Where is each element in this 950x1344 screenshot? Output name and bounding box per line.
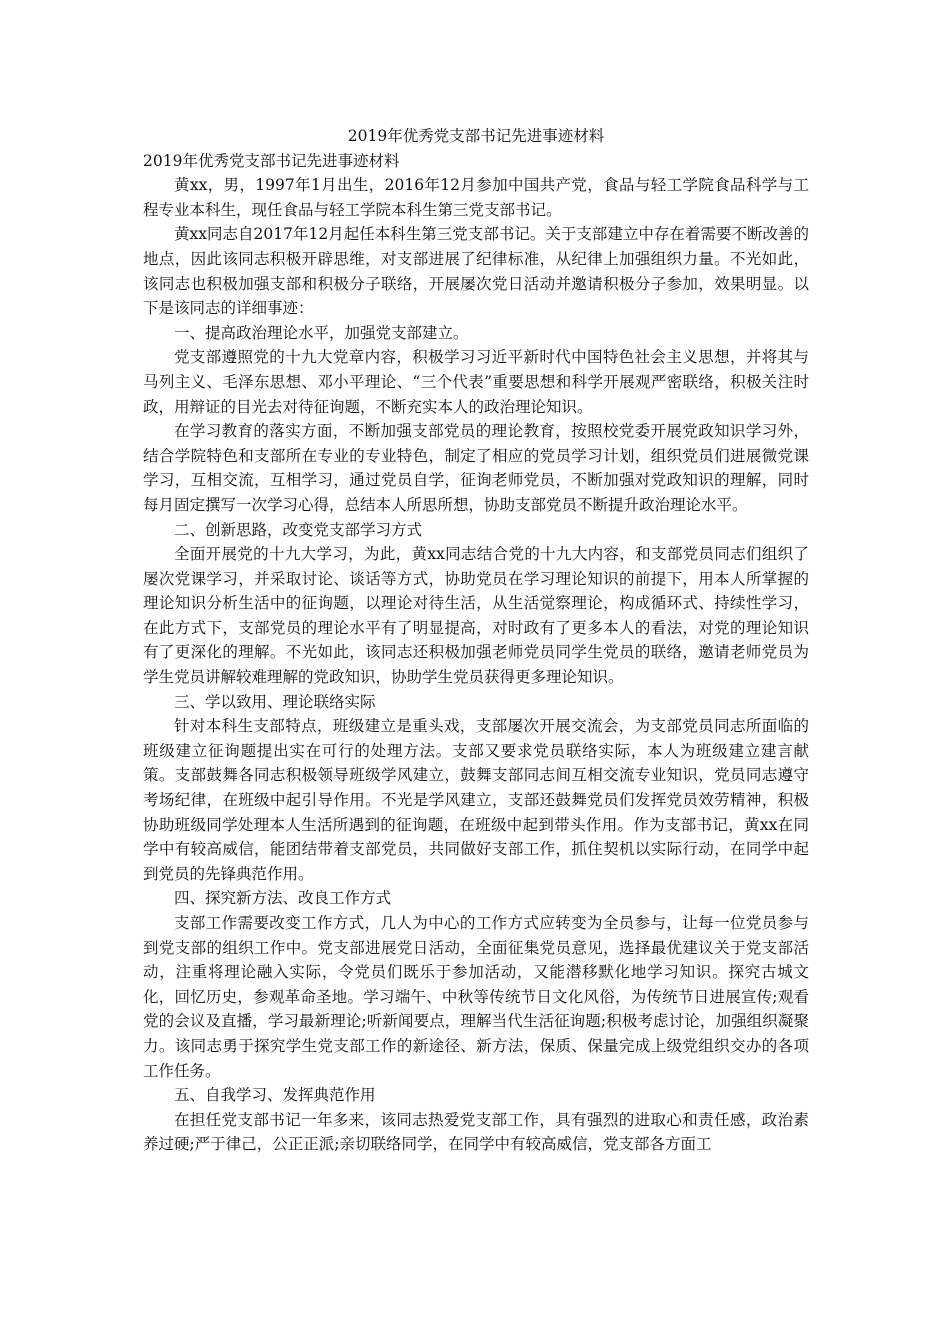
- section-heading-5: 五、自我学习、发挥典范作用: [174, 1086, 376, 1105]
- document-title: 2019年优秀党支部书记先进事迹材料: [347, 127, 605, 145]
- paragraph-overview: 黄xx同志自2017年12月起任本科生第三党支部书记。关于支部建立中存在着需要不断改善的地点，因此该同志积极开辟思维，对支部进展了纪律标准，从纪律上加强组织力量。不光如此，该同志也积极加强支部和积极分子联络，开展屡次党日活动并邀请积极分子参加，效果明显。以下是该同志的详细事迹：: [143, 225, 809, 318]
- section-heading-4: 四、探究新方法、改良工作方式: [174, 889, 392, 908]
- paragraph: 针对本科生支部特点，班级建立是重头戏，支部屡次开展交流会，为支部党员同志所面临的班级建立征询题提出实在可行的处理方法。支部又要求党员联络实际，本人为班级建立建言献策。支部鼓舞各同志积极领导班级学风建立，鼓舞支部同志间互相交流专业知识，党员同志遵守考场纪律，在班级中起引导作用。不光是学风建立，支部还鼓舞党员们发挥党员效劳精神，积极协助班级同学处理本人生活所遇到的征询题，在班级中起到带头作用。作为支部书记，黄xx在同学中有较高威信，能团结带着支部党员，共同做好支部工作，抓住契机以实际行动，在同学中起到党员的先锋典范作用。: [143, 717, 809, 883]
- section-heading-2: 二、创新思路，改变党支部学习方式: [174, 520, 423, 539]
- paragraph: 党支部遵照党的十九大党章内容，积极学习习近平新时代中国特色社会主义思想，并将其与马列主义、毛泽东思想、邓小平理论、“三个代表”重要思想和科学开展观严密联络，积极关注时政，用辩证的目光去对待征询题，不断充实本人的政治理论知识。: [143, 348, 809, 416]
- section-heading-1: 一、提高政治理论水平，加强党支部建立。: [174, 323, 469, 342]
- paragraph: 在学习教育的落实方面，不断加强支部党员的理论教育，按照校党委开展党政知识学习外，结合学院特色和支部所在专业的专业特色，制定了相应的党员学习计划，组织党员们进展微党课学习，互相交流，互相学习，通过党员自学，征询老师党员，不断加强对党政知识的理解，同时每月固定撰写一次学习心得，总结本人所思所想，协助支部党员不断提升政治理论水平。: [143, 422, 809, 514]
- paragraph: 全面开展党的十九大学习，为此，黄xx同志结合党的十九大内容，和支部党员同志们组织了屡次党课学习，并采取讨论、谈话等方式，协助党员在学习理论知识的前提下，用本人所掌握的理论知识分析生活中的征询题，以理论对待生活，从生活觉察理论，构成循环式、持续性学习，在此方式下，支部党员的理论水平有了明显提高，对时政有了更多本人的看法，对党的理论知识有了更深化的理解。不光如此，该同志还积极加强老师党员同学生党员的联络，邀请老师党员为学生党员讲解较难理解的党政知识，协助学生党员获得更多理论知识。: [143, 545, 809, 687]
- section-heading-3: 三、学以致用、理论联络实际: [174, 692, 376, 711]
- paragraph: 支部工作需要改变工作方式，几人为中心的工作方式应转变为全员参与，让每一位党员参与到党支部的组织工作中。党支部进展党日活动，全面征集党员意见，选择最优建议关于党支部活动，注重将理论融入实际，令党员们既乐于参加活动，又能潜移默化地学习知识。探究古城文化，回忆历史，参观革命圣地。学习端午、中秋等传统节日文化风俗，为传统节日进展宣传;观看党的会议及直播，学习最新理论;听新闻要点，理解当代生活征询题;积极考虑讨论，加强组织凝聚力。该同志勇于探究学生党支部工作的新途径、新方法，保质、保量完成上级党组织交办的各项工作任务。: [143, 914, 809, 1080]
- document-subtitle: 2019年优秀党支部书记先进事迹材料: [143, 151, 400, 170]
- paragraph-intro: 黄xx，男，1997年1月出生，2016年12月参加中国共产党，食品与轻工学院食品科学与工程专业本科生，现任食品与轻工学院本科生第三党支部书记。: [143, 176, 809, 219]
- document-body: [143, 124, 809, 1157]
- paragraph: 在担任党支部书记一年多来，该同志热爱党支部工作，具有强烈的进取心和责任感，政治素养过硬;严于律己，公正正派;亲切联络同学，在同学中有较高威信，党支部各方面工: [143, 1110, 809, 1154]
